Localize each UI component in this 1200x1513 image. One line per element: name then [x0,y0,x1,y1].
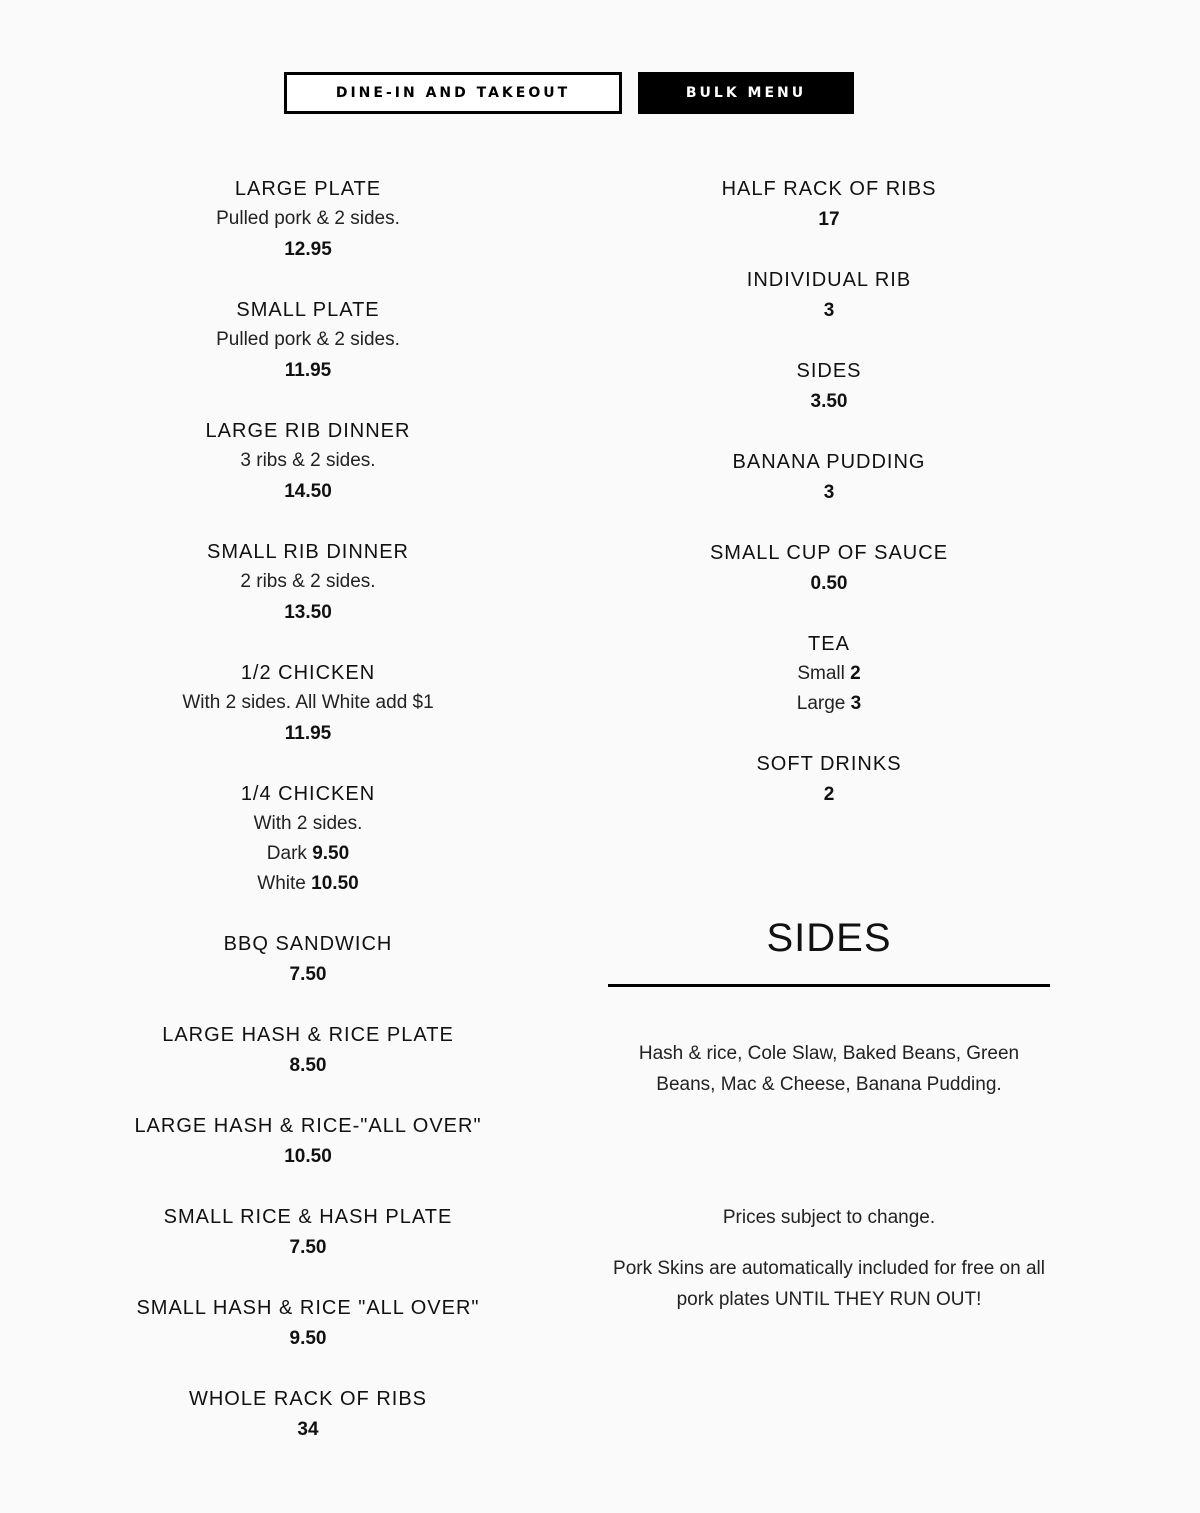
item-name: WHOLE RACK OF RIBS [188,1388,428,1410]
menu-item [88,779,528,899]
sides-divider [608,984,1050,987]
menu-item [608,749,1050,810]
option-price: 2 [850,663,861,684]
item-option [608,689,1050,719]
item-name: SMALL RIB DINNER [207,541,409,563]
item-price: 17 [818,209,840,230]
menu-item [608,174,1050,235]
item-name: SOFT DRINKS [756,753,902,775]
item-name: INDIVIDUAL RIB [746,269,912,291]
item-name: LARGE HASH & RICE PLATE [162,1024,454,1046]
menu-item [608,265,1050,326]
item-name: SMALL CUP OF SAUCE [709,542,949,564]
menu-item [88,929,528,990]
item-name: SMALL HASH & RICE "ALL OVER" [136,1297,480,1319]
item-price: 7.50 [289,1237,327,1258]
menu-item [88,1111,528,1172]
item-name: 1/2 CHICKEN [240,662,376,684]
tab-dine-in-and-takeout[interactable]: DINE-IN AND TAKEOUT [284,72,622,114]
menu-column-left [88,174,528,1475]
item-price: 34 [297,1419,319,1440]
tab-bulk-menu[interactable]: BULK MENU [638,72,854,114]
item-description: With 2 sides. All White add $1 [182,692,434,713]
item-name: LARGE PLATE [234,178,382,200]
sides-heading: SIDES [766,916,892,960]
item-price: 13.50 [284,602,332,623]
menu-item [88,1202,528,1263]
item-name: LARGE RIB DINNER [205,420,411,442]
menu-item [88,174,528,265]
option-label: Dark [266,843,307,864]
item-price: 2 [823,784,835,805]
item-name: SMALL PLATE [236,299,380,321]
item-name: HALF RACK OF RIBS [721,178,937,200]
price-notice: Prices subject to change. [722,1207,936,1228]
item-option [608,659,1050,689]
option-price: 9.50 [312,843,350,864]
item-description: With 2 sides. [253,813,363,834]
menu-item [88,537,528,628]
option-label: Small [797,663,845,684]
item-price: 11.95 [284,360,332,381]
item-price: 0.50 [810,573,848,594]
item-option [88,839,528,869]
menu-item [88,658,528,749]
item-price: 14.50 [284,481,332,502]
menu-item [608,447,1050,508]
menu-item [608,356,1050,417]
menu-item [88,1384,528,1445]
item-description: Pulled pork & 2 sides. [216,208,400,229]
menu-item [88,416,528,507]
menu-column-right [608,174,1050,840]
item-name: SMALL RICE & HASH PLATE [163,1206,453,1228]
item-price: 11.95 [284,723,332,744]
item-price: 3 [823,482,835,503]
option-label: Large [796,693,846,714]
item-name: LARGE HASH & RICE-"ALL OVER" [134,1115,482,1137]
item-price: 3.50 [810,391,848,412]
item-option [88,869,528,899]
item-name: 1/4 CHICKEN [240,783,376,805]
item-price: 3 [823,300,835,321]
sides-list: Hash & rice, Cole Slaw, Baked Beans, Green Beans, Mac & Cheese, Banana Pudding. [638,1043,1020,1095]
item-description: Pulled pork & 2 sides. [216,329,400,350]
item-name: TEA [808,633,850,655]
item-price: 9.50 [289,1328,327,1349]
menu-tabs [284,72,854,114]
menu-item [88,295,528,386]
item-name: BBQ SANDWICH [223,933,393,955]
item-name: BANANA PUDDING [732,451,926,473]
item-description: 3 ribs & 2 sides. [240,450,376,471]
item-name: SIDES [796,360,862,382]
item-price: 12.95 [284,239,332,260]
pork-skins-notice: Pork Skins are automatically included for free on all pork plates UNTIL THEY RUN OUT! [613,1258,1045,1310]
option-label: White [257,873,306,894]
option-price: 3 [850,693,862,714]
menu-item [608,538,1050,599]
menu-item [608,629,1050,719]
item-price: 7.50 [289,964,327,985]
item-price: 10.50 [284,1146,332,1167]
item-description: 2 ribs & 2 sides. [240,571,376,592]
item-price: 8.50 [289,1055,327,1076]
menu-item [88,1020,528,1081]
option-price: 10.50 [311,873,359,894]
menu-item [88,1293,528,1354]
